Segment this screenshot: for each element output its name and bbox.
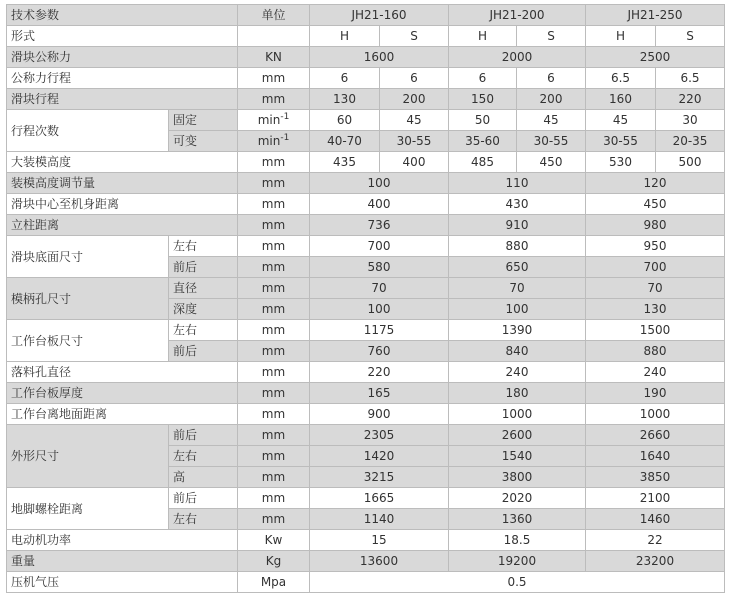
unit-cell: mm [238,362,310,383]
header-model: JH21-200 [449,5,586,26]
table-header-row [7,5,725,26]
unit-cell: mm [238,404,310,425]
value-cell: 400 [310,194,449,215]
table-row [7,89,725,110]
value-cell: 950 [586,236,725,257]
row-label: 滑块中心至机身距离 [7,194,238,215]
value-cell: 165 [310,383,449,404]
table-row [7,572,725,593]
value-cell: 30-55 [380,131,449,152]
unit-cell: mm [238,341,310,362]
unit-cell [238,110,310,131]
unit-cell: mm [238,425,310,446]
unit-cell: mm [238,320,310,341]
table-row [7,68,725,89]
header-param: 技术参数 [7,5,238,26]
value-cell: 0.5 [310,572,725,593]
unit-cell: KN [238,47,310,68]
value-cell: 1000 [449,404,586,425]
unit-cell: mm [238,278,310,299]
value-cell: 3850 [586,467,725,488]
table-row [7,215,725,236]
value-cell: 120 [586,173,725,194]
value-cell: 6 [449,68,517,89]
value-cell: 3215 [310,467,449,488]
value-cell: 700 [310,236,449,257]
value-cell: 30-55 [517,131,586,152]
value-cell: 200 [517,89,586,110]
value-cell: 2100 [586,488,725,509]
value-cell: 736 [310,215,449,236]
row-label: 电动机功率 [7,530,238,551]
row-label: 滑块底面尺寸 [7,236,169,278]
value-cell: 1460 [586,509,725,530]
row-label: 公称力行程 [7,68,238,89]
unit-base: min [257,134,281,148]
value-cell: 2020 [449,488,586,509]
unit-cell: mm [238,68,310,89]
value-cell: 22 [586,530,725,551]
value-cell: 880 [586,341,725,362]
value-cell: 1360 [449,509,586,530]
value-cell: 30-55 [586,131,656,152]
header-model: JH21-250 [586,5,725,26]
row-label: 装模高度调节量 [7,173,238,194]
table-row [7,110,725,131]
value-cell: 60 [310,110,380,131]
value-cell: 70 [586,278,725,299]
row-label: 工作台离地面距离 [7,404,238,425]
value-cell: H [449,26,517,47]
unit-exponent: -1 [280,112,290,122]
value-cell: 20-35 [656,131,725,152]
unit-cell: mm [238,488,310,509]
table-row [7,488,725,509]
row-label: 滑块公称力 [7,47,238,68]
unit-cell: mm [238,467,310,488]
value-cell: 15 [310,530,449,551]
value-cell: 2660 [586,425,725,446]
value-cell: 700 [586,257,725,278]
value-cell: 70 [310,278,449,299]
value-cell: 110 [449,173,586,194]
sub-label: 固定 [169,110,238,131]
value-cell: 530 [586,152,656,173]
value-cell: 2305 [310,425,449,446]
row-label: 地脚螺栓距离 [7,488,169,530]
sub-label: 前后 [169,341,238,362]
value-cell: H [310,26,380,47]
value-cell: 900 [310,404,449,425]
unit-base: min [257,113,281,127]
row-label: 工作台板尺寸 [7,320,169,362]
value-cell: 880 [449,236,586,257]
value-cell: 35-60 [449,131,517,152]
row-label: 行程次数 [7,110,169,152]
header-model: JH21-160 [310,5,449,26]
value-cell: 450 [586,194,725,215]
value-cell: 220 [656,89,725,110]
value-cell: 19200 [449,551,586,572]
unit-cell: mm [238,257,310,278]
row-label: 大装模高度 [7,152,238,173]
sub-label: 高 [169,467,238,488]
sub-label: 左右 [169,509,238,530]
table-row [7,26,725,47]
value-cell: H [586,26,656,47]
value-cell: 400 [380,152,449,173]
unit-cell: Kw [238,530,310,551]
unit-cell: mm [238,299,310,320]
unit-cell: mm [238,446,310,467]
value-cell: 6 [310,68,380,89]
table-row [7,551,725,572]
table-row [7,530,725,551]
value-cell: 45 [586,110,656,131]
table-row [7,236,725,257]
value-cell: 100 [449,299,586,320]
sub-label: 直径 [169,278,238,299]
value-cell: 23200 [586,551,725,572]
value-cell: 500 [656,152,725,173]
value-cell: S [656,26,725,47]
value-cell: 1390 [449,320,586,341]
table-row [7,194,725,215]
row-label: 外形尺寸 [7,425,169,488]
value-cell: 450 [517,152,586,173]
value-cell: 2000 [449,47,586,68]
unit-cell: mm [238,173,310,194]
row-label: 模柄孔尺寸 [7,278,169,320]
value-cell: 1540 [449,446,586,467]
value-cell: 1600 [310,47,449,68]
row-label: 重量 [7,551,238,572]
value-cell: 200 [380,89,449,110]
table-row [7,152,725,173]
value-cell: 2600 [449,425,586,446]
unit-cell: Kg [238,551,310,572]
value-cell: 435 [310,152,380,173]
value-cell: 760 [310,341,449,362]
value-cell: 3800 [449,467,586,488]
sub-label: 前后 [169,488,238,509]
row-label: 落料孔直径 [7,362,238,383]
value-cell: S [380,26,449,47]
value-cell: 160 [586,89,656,110]
row-label: 滑块行程 [7,89,238,110]
sub-label: 左右 [169,446,238,467]
value-cell: 1640 [586,446,725,467]
value-cell: 100 [310,173,449,194]
unit-cell [238,26,310,47]
value-cell: 30 [656,110,725,131]
value-cell: 150 [449,89,517,110]
row-label: 形式 [7,26,238,47]
value-cell: 6.5 [586,68,656,89]
value-cell: 1665 [310,488,449,509]
value-cell: 190 [586,383,725,404]
value-cell: 13600 [310,551,449,572]
value-cell: 45 [517,110,586,131]
unit-cell: mm [238,215,310,236]
value-cell: 240 [449,362,586,383]
unit-cell: mm [238,89,310,110]
value-cell: 180 [449,383,586,404]
unit-exponent: -1 [280,133,290,143]
value-cell: 1000 [586,404,725,425]
value-cell: 6 [380,68,449,89]
value-cell: 50 [449,110,517,131]
value-cell: 240 [586,362,725,383]
sub-label: 左右 [169,320,238,341]
table-row [7,278,725,299]
value-cell: 40-70 [310,131,380,152]
value-cell: 2500 [586,47,725,68]
sub-label: 深度 [169,299,238,320]
value-cell: 6.5 [656,68,725,89]
value-cell: 45 [380,110,449,131]
value-cell: 485 [449,152,517,173]
unit-cell [238,131,310,152]
value-cell: 430 [449,194,586,215]
value-cell: 6 [517,68,586,89]
value-cell: 1175 [310,320,449,341]
table-row [7,383,725,404]
value-cell: 910 [449,215,586,236]
table-row [7,362,725,383]
row-label: 工作台板厚度 [7,383,238,404]
unit-cell: mm [238,236,310,257]
unit-cell: mm [238,509,310,530]
value-cell: 130 [310,89,380,110]
table-row [7,47,725,68]
value-cell: 1420 [310,446,449,467]
table-row [7,173,725,194]
row-label: 压机气压 [7,572,238,593]
table-row [7,404,725,425]
row-label: 立柱距离 [7,215,238,236]
sub-label: 前后 [169,257,238,278]
table-row [7,425,725,446]
value-cell: S [517,26,586,47]
value-cell: 580 [310,257,449,278]
header-unit: 单位 [238,5,310,26]
unit-cell: mm [238,383,310,404]
value-cell: 100 [310,299,449,320]
sub-label: 可变 [169,131,238,152]
value-cell: 980 [586,215,725,236]
value-cell: 70 [449,278,586,299]
value-cell: 220 [310,362,449,383]
table-row [7,320,725,341]
sub-label: 前后 [169,425,238,446]
value-cell: 650 [449,257,586,278]
value-cell: 130 [586,299,725,320]
unit-cell: mm [238,152,310,173]
spec-table [6,4,725,593]
sub-label: 左右 [169,236,238,257]
value-cell: 1500 [586,320,725,341]
unit-cell: mm [238,194,310,215]
value-cell: 840 [449,341,586,362]
value-cell: 18.5 [449,530,586,551]
unit-cell: Mpa [238,572,310,593]
value-cell: 1140 [310,509,449,530]
